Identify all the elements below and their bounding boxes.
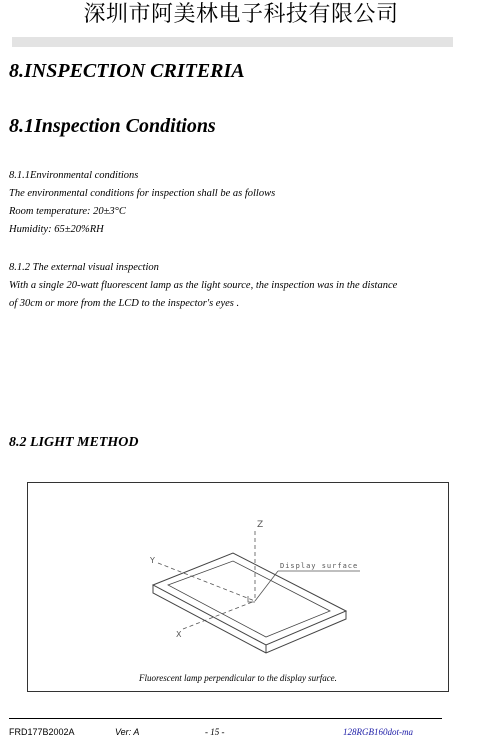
visual-line-1: With a single 20-watt fluorescent lamp as the light source, the inspection was in the distance (9, 280, 398, 291)
env-line-2: Room temperature: 20±3°C (9, 206, 126, 217)
footer-rule (9, 718, 442, 719)
axis-z-label: Z (257, 520, 264, 530)
environmental-conditions (9, 167, 275, 239)
env-heading: 8.1.1Environmental conditions (9, 170, 139, 181)
section-title: 8.INSPECTION CRITERIA (9, 60, 245, 82)
subsection-title-inspection-conditions: 8.1Inspection Conditions (9, 115, 216, 137)
company-name: 深圳市阿美林电子科技有限公司 (83, 2, 399, 27)
origin-marker (248, 596, 255, 602)
surface-leader-line (255, 571, 278, 601)
axis-x-label: X (176, 630, 182, 639)
display-panel-edge (153, 585, 346, 653)
visual-line-2: of 30cm or more from the LCD to the inspector's eyes . (9, 298, 240, 309)
display-surface-label: Display surface (280, 562, 359, 570)
footer-doc-code: FRD177B2002A (9, 727, 75, 737)
env-line-3: Humidity: 65±20%RH (9, 224, 104, 235)
footer-model: 128RGB160dot-ma (343, 727, 413, 737)
footer-version: Ver: A (115, 727, 140, 737)
subsection-title-light-method: 8.2 LIGHT METHOD (9, 435, 139, 450)
visual-inspection (9, 259, 397, 313)
figure-caption: Fluorescent lamp perpendicular to the display surface. (139, 673, 337, 683)
footer-page-number: - 15 - (205, 727, 225, 737)
light-method-diagram (28, 483, 448, 691)
light-method-figure (27, 482, 449, 692)
visual-heading: 8.1.2 The external visual inspection (9, 262, 159, 273)
header-bar (12, 37, 453, 47)
axis-y-label: Y (150, 556, 155, 565)
env-line-1: The environmental conditions for inspection shall be as follows (9, 188, 276, 199)
